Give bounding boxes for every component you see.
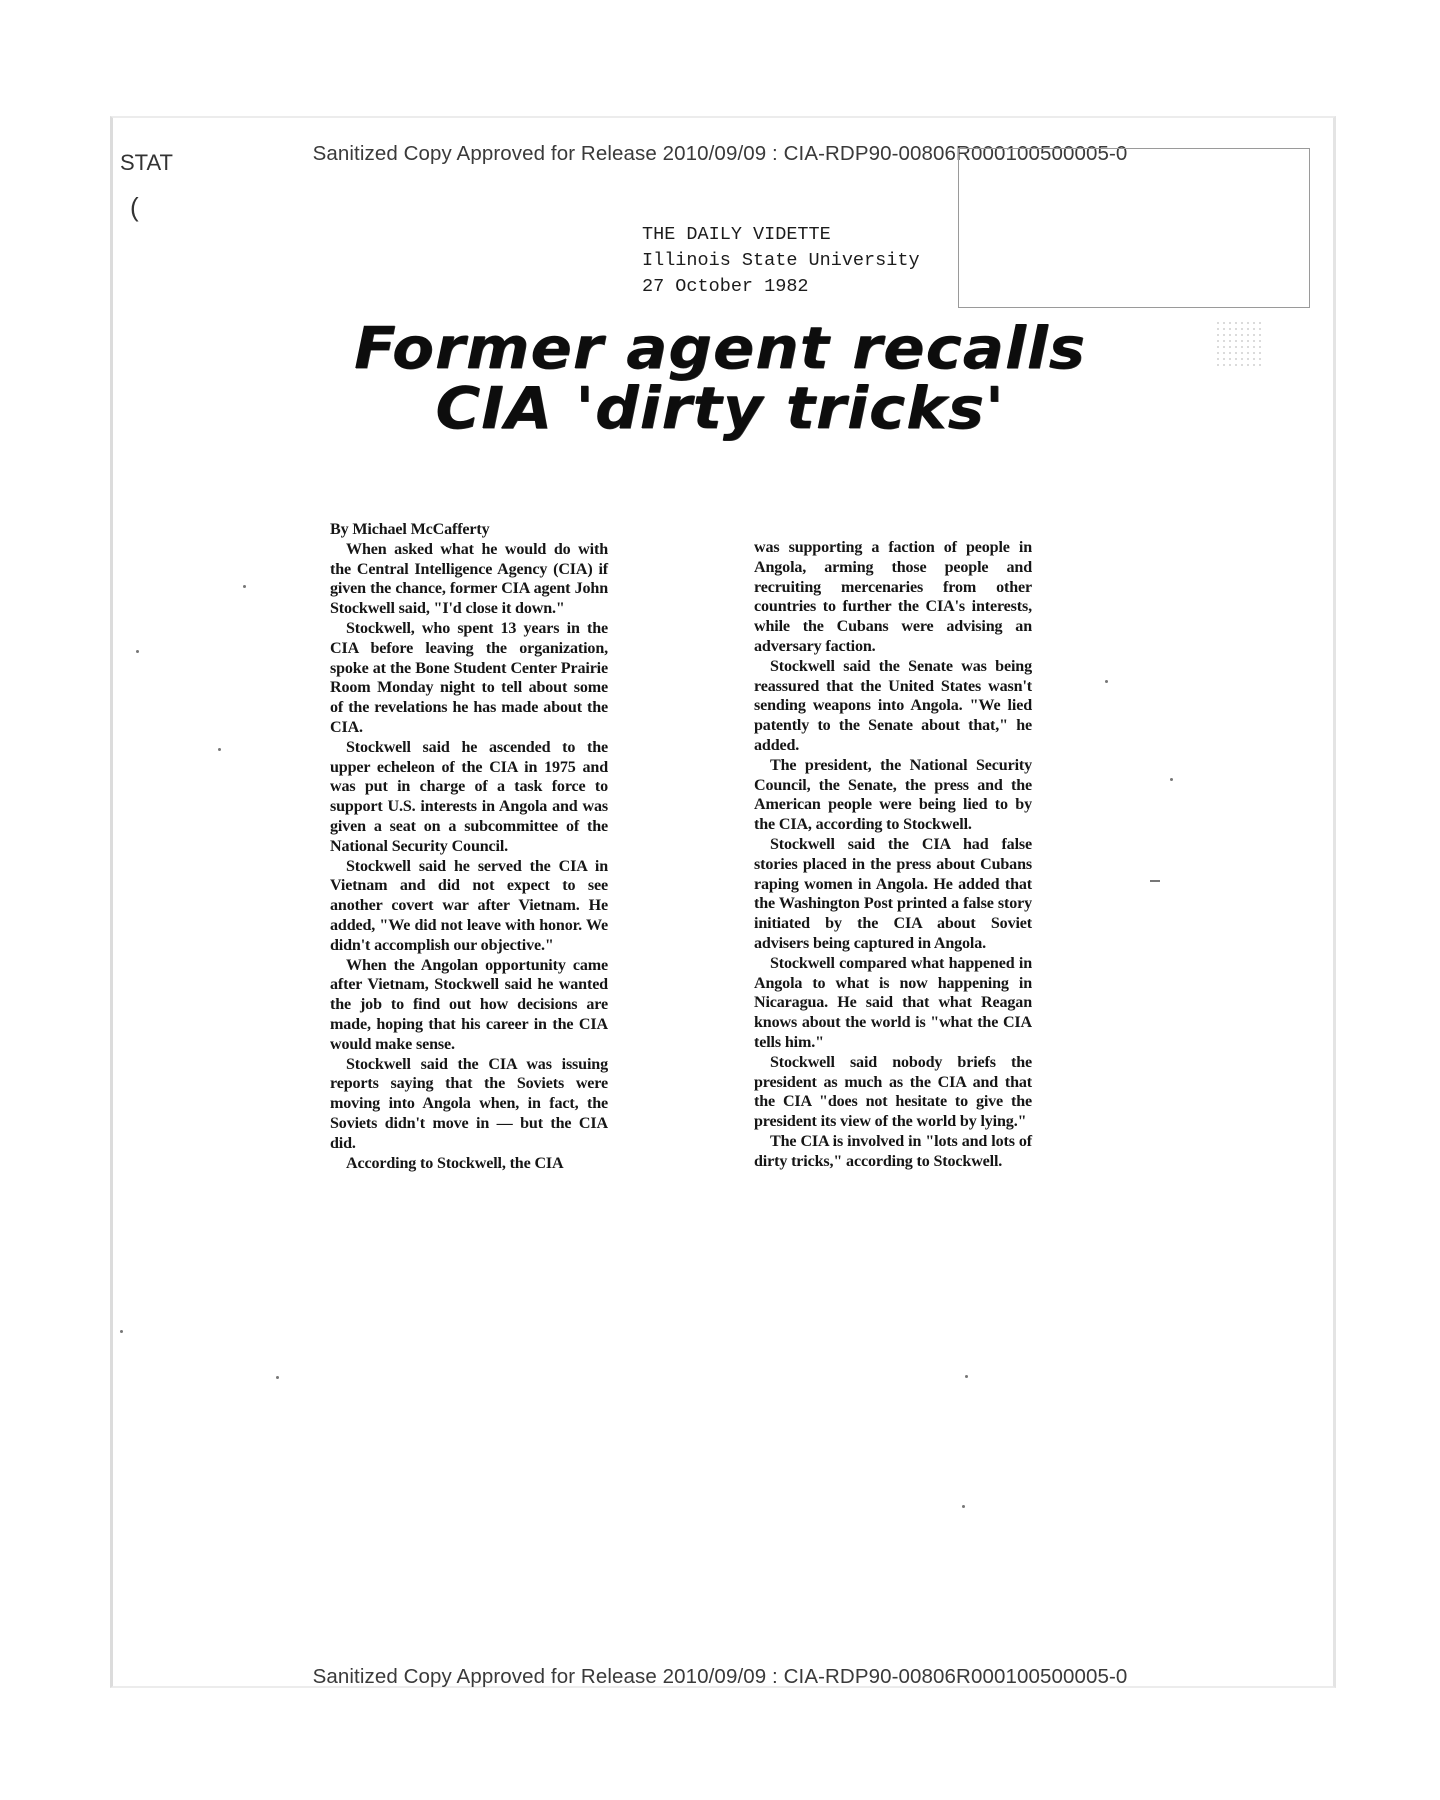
- paragraph: Stockwell said nobody briefs the president as much as the CIA and that the CIA "does not hesitate to give the president its view of the world by lying.": [754, 1053, 1032, 1131]
- paragraph: According to Stockwell, the CIA: [346, 1154, 564, 1172]
- scan-speck: [276, 1376, 279, 1379]
- paragraph: Stockwell said he ascended to the upper echeleon of the CIA in 1975 and was put in charge of a task force to support U.S. interests in Angola and was given a seat on a subcommittee of the National Security Council.: [330, 738, 608, 855]
- paragraph: The president, the National Security Council, the Senate, the press and the American people were being lied to by the CIA, according to Stockwell.: [754, 756, 1032, 834]
- paragraph: Stockwell, who spent 13 years in the CIA before leaving the organization, spoke at the Bone Student Center Prairie Room Monday night to tell about some of the revelations he has made about the CIA.: [330, 619, 608, 736]
- release-header: Sanitized Copy Approved for Release 2010/09/09 : CIA-RDP90-00806R000100500005-0: [312, 142, 1128, 165]
- headline-line-1: Former agent recalls: [354, 314, 1086, 382]
- paragraph: Stockwell said the CIA had false stories placed in the press about Cubans raping women in Angola. He added that the Washington Post printed a false story initiated by the CIA about Soviet advisers being captured in Angola.: [754, 835, 1032, 952]
- masthead-date: 27 October 1982: [642, 276, 809, 297]
- margin-mark: (: [130, 192, 139, 222]
- scan-speck: [1170, 778, 1173, 781]
- masthead-institution: Illinois State University: [642, 250, 920, 271]
- scan-speck: [965, 1375, 968, 1378]
- headline-line-2: CIA 'dirty tricks': [435, 374, 1005, 442]
- byline: By Michael McCafferty: [330, 521, 490, 538]
- stat-label: STAT: [120, 150, 173, 175]
- paragraph: Stockwell said the CIA was issuing reports saying that the Soviets were moving into Angola when, in fact, the Soviets didn't move in — but the CIA did.: [330, 1055, 608, 1152]
- headline: [0, 314, 1440, 442]
- scan-speck: [120, 1330, 123, 1333]
- masthead: [642, 222, 920, 300]
- article-column-right: [754, 538, 1032, 1172]
- paragraph: When the Angolan opportunity came after Vietnam, Stockwell said he wanted the job to find out how decisions are made, hoping that his career in the CIA would make sense.: [330, 956, 608, 1053]
- paragraph: The CIA is involved in "lots and lots of dirty tricks," according to Stockwell.: [754, 1132, 1032, 1170]
- scan-speck: [1105, 680, 1108, 683]
- paragraph: When asked what he would do with the Central Intelligence Agency (CIA) if given the chance, former CIA agent John Stockwell said, "I'd close it down.": [330, 540, 608, 618]
- scan-speck: [1150, 880, 1160, 882]
- scan-speck: [136, 650, 139, 653]
- stamp-box: [958, 148, 1310, 308]
- masthead-paper: THE DAILY VIDETTE: [642, 224, 831, 245]
- scan-speck: [962, 1505, 965, 1508]
- release-footer: Sanitized Copy Approved for Release 2010/09/09 : CIA-RDP90-00806R000100500005-0: [312, 1665, 1128, 1688]
- scan-speck: [243, 585, 246, 588]
- paragraph: Stockwell said the Senate was being reassured that the United States wasn't sending weapons into Angola. "We lied patently to the Senate about that," he added.: [754, 657, 1032, 754]
- article-column-left: [330, 520, 608, 1173]
- scan-speck: [218, 748, 221, 751]
- paragraph: Stockwell said he served the CIA in Vietnam and did not expect to see another covert war after Vietnam. He added, "We did not leave with honor. We didn't accomplish our objective.": [330, 857, 608, 954]
- paragraph-continued: was supporting a faction of people in Angola, arming those people and recruiting mercenaries from other countries to further the CIA's interests, while the Cubans were advising an adversary faction.: [754, 539, 1032, 655]
- paragraph: Stockwell compared what happened in Angola to what is now happening in Nicaragua. He said that what Reagan knows about the world is "what the CIA tells him.": [754, 954, 1032, 1051]
